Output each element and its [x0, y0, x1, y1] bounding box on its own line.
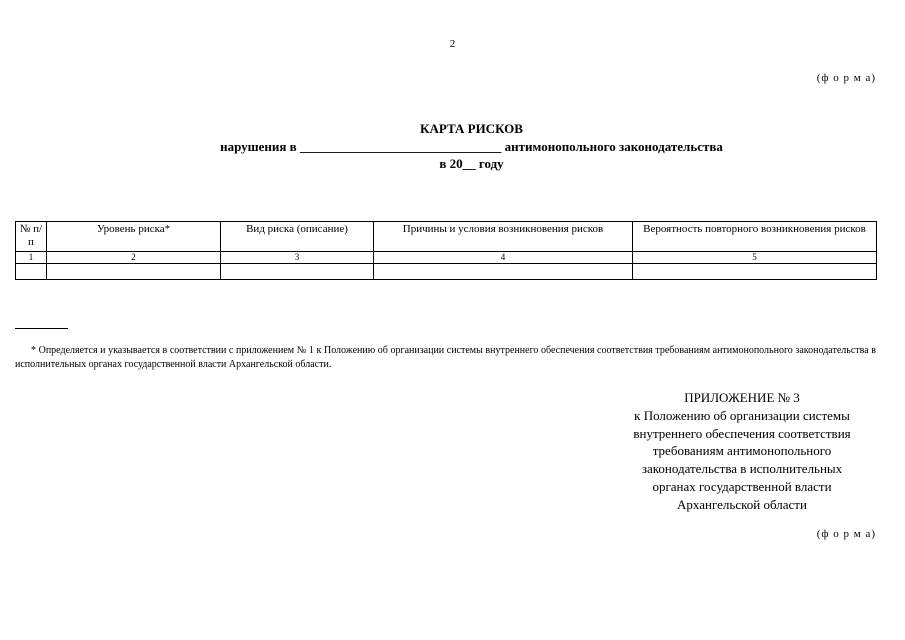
footnote: * Определяется и указывается в соответствии с приложением № 1 к Положению об организации системы внутреннего обеспечения соответствия требованиям антимонопольного законодательства в исполнительных органах государственной власти Архангельской области.: [15, 345, 876, 370]
table-cell: [633, 264, 877, 280]
header-risk-type: Вид риска (описание): [221, 222, 374, 252]
appendix-block: [606, 389, 878, 514]
page-number: 2: [449, 38, 456, 50]
document-subtitle: нарушения в _______________________________ антимонопольного законодательства: [220, 139, 723, 154]
table-cell: [221, 264, 374, 280]
table-cell: 1: [16, 252, 47, 264]
table-row: [16, 252, 877, 264]
table-header-row: [16, 222, 877, 252]
appendix-heading: ПРИЛОЖЕНИЕ № 3: [684, 390, 800, 405]
appendix-line: внутреннего обеспечения соответствия: [633, 425, 851, 441]
appendix-line: Архангельской области: [677, 496, 807, 512]
document-title: КАРТА РИСКОВ: [420, 121, 523, 136]
appendix-line: требованиям антимонопольного: [652, 443, 832, 459]
document-year: в 20__ году: [439, 156, 504, 171]
appendix-line: к Положению об организации системы: [634, 407, 850, 423]
footnote-separator: [15, 328, 68, 329]
appendix-line: законодательства в исполнительных: [641, 461, 843, 477]
header-causes: Причины и условия возникновения рисков: [374, 222, 633, 252]
table-cell: [16, 264, 47, 280]
table-cell: [374, 264, 633, 280]
header-probability: Вероятность повторного возникновения рисков: [633, 222, 877, 252]
appendix-line: органах государственной власти: [652, 478, 832, 494]
form-label: (ф о р м а): [816, 528, 876, 540]
table-cell: 5: [633, 252, 877, 264]
header-risk-level: Уровень риска*: [47, 222, 221, 252]
form-label: (ф о р м а): [816, 72, 876, 84]
risk-map-table: [15, 221, 877, 280]
table-cell: 3: [221, 252, 374, 264]
table-cell: 2: [47, 252, 221, 264]
header-number: № п/п: [16, 222, 47, 252]
table-row: [16, 264, 877, 280]
table-cell: 4: [374, 252, 633, 264]
table-cell: [47, 264, 221, 280]
